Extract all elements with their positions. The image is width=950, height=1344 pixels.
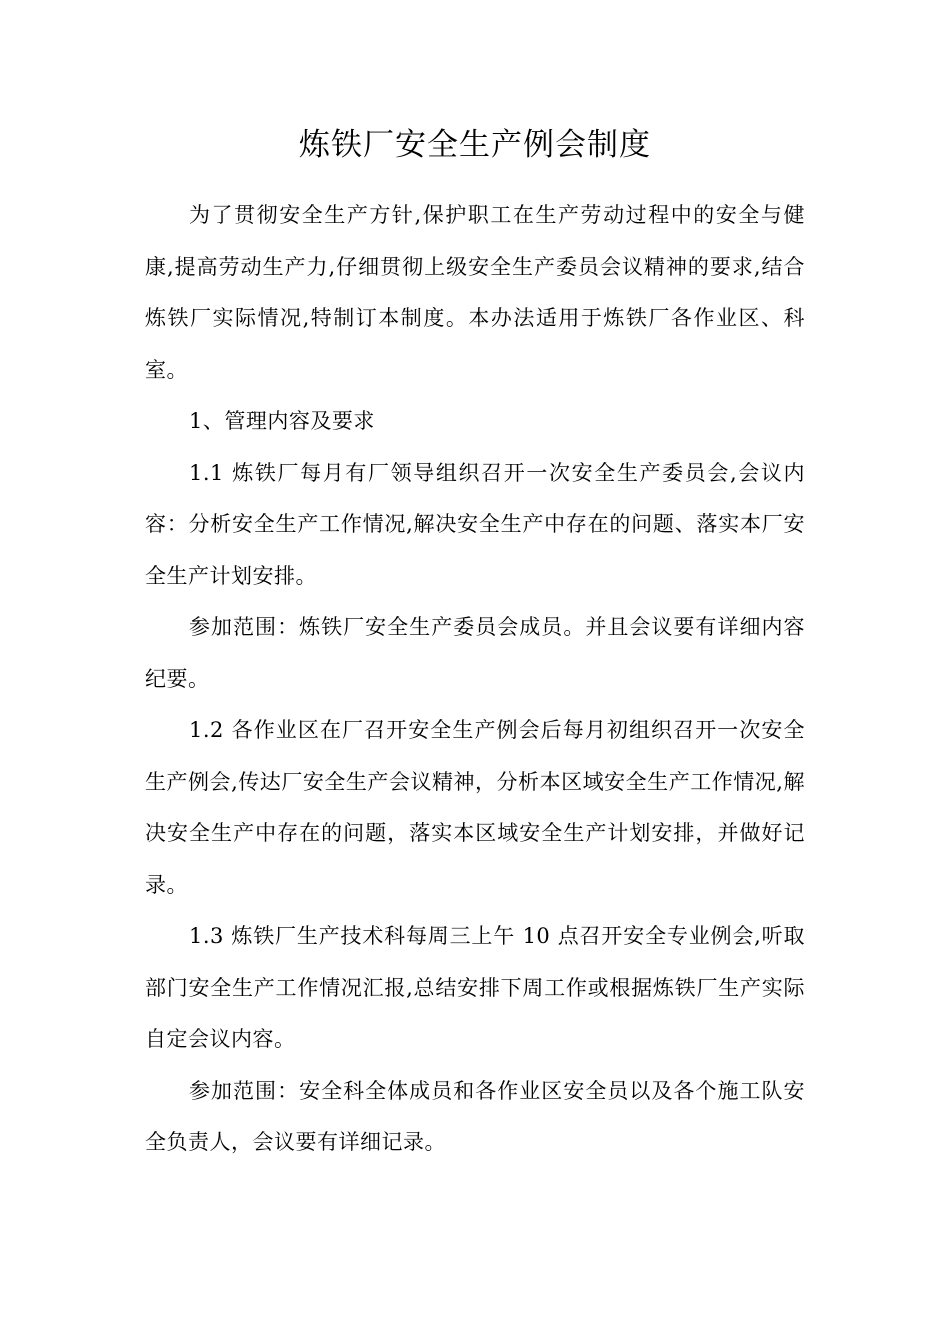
paragraph-scope-1: 参加范围：炼铁厂安全生产委员会成员。并且会议要有详细内容纪要。 <box>145 615 805 691</box>
document-title: 炼铁厂安全生产例会制度 <box>299 127 651 163</box>
paragraph-scope-2: 参加范围：安全科全体成员和各作业区安全员以及各个施工队安全负责人，会议要有详细记录。 <box>145 1078 805 1154</box>
paragraph-1-2: 1.2 各作业区在厂召开安全生产例会后每月初组织召开一次安全生产例会,传达厂安全生产会议精神，分析本区域安全生产工作情况,解决安全生产中存在的问题，落实本区域安全生产计划安排，并做好记录。 <box>145 718 805 897</box>
paragraph-1-1: 1.1 炼铁厂每月有厂领导组织召开一次安全生产委员会,会议内容：分析安全生产工作情况,解决安全生产中存在的问题、落实本厂安全生产计划安排。 <box>145 460 805 588</box>
document-body <box>145 190 805 1169</box>
paragraph-intro: 为了贯彻安全生产方针,保护职工在生产劳动过程中的安全与健康,提高劳动生产力,仔细贯彻上级安全生产委员会议精神的要求,结合炼铁厂实际情况,特制订本制度。本办法适用于炼铁厂各作业区、科室。 <box>145 203 805 382</box>
section-heading-management: 1、管理内容及要求 <box>189 409 375 433</box>
paragraph-1-3: 1.3 炼铁厂生产技术科每周三上午 10 点召开安全专业例会,听取部门安全生产工作情况汇报,总结安排下周工作或根据炼铁厂生产实际自定会议内容。 <box>145 924 805 1051</box>
